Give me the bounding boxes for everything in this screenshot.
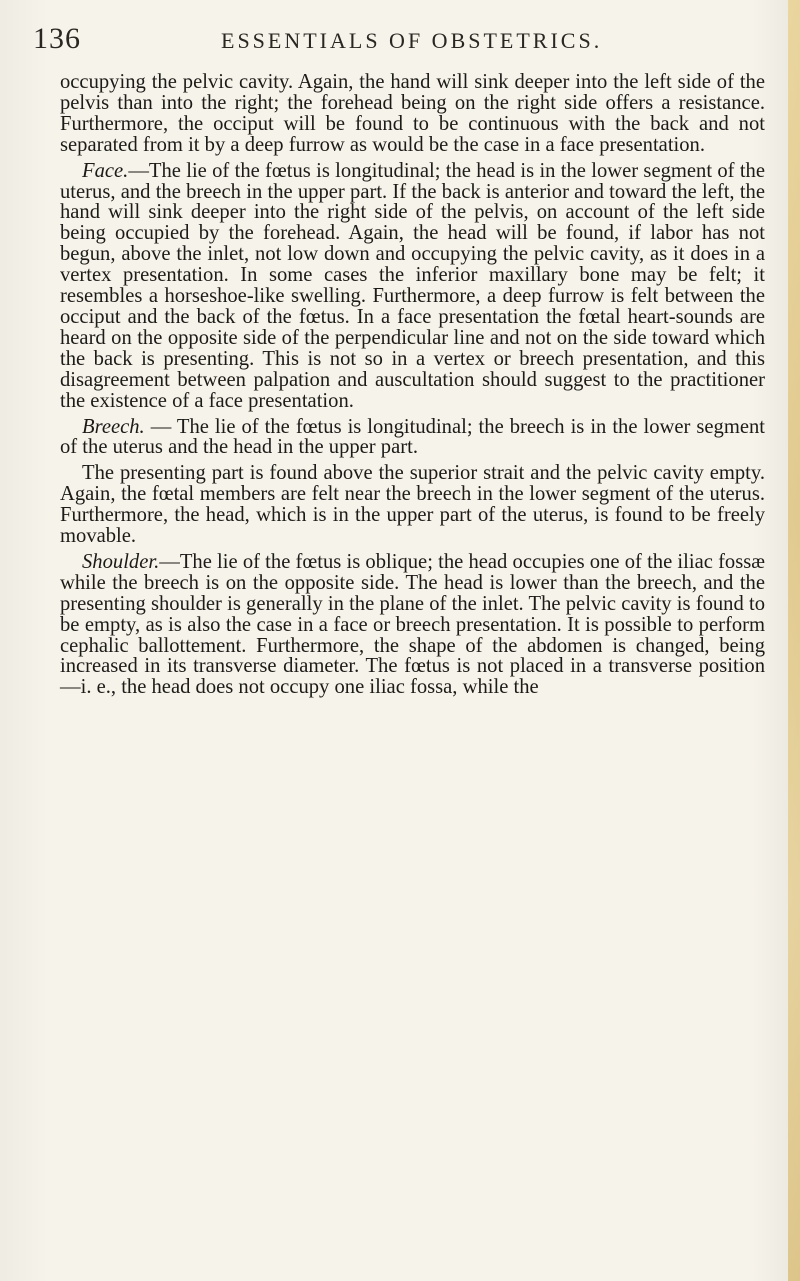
paragraph-text: —The lie of the fœtus is longitudinal; the head is in the lower segment of the uterus, and the breech in the upper part. If the back is anterior and toward the left, the hand will sink deeper into the right side of the pelvis, on account of the left side being occupied by the forehead. Again, the head will be found, if labor has not begun, above the inlet, not low down and occupying the pelvic cavity, as it does in a vertex presentation. In some cases the inferior maxillary bone may be felt; it resembles a horseshoe-like swelling. Furthermore, a deep furrow is felt between the occiput and the back of the fœtus. In a face presentation the fœtal heart-sounds are heard on the opposite side of the perpendicular line and not on the side toward which the back is presenting. This is not so in a vertex or breech presentation, and this disagreement between palpation and auscultation should suggest to the practitioner the existence of a face presentation.: [60, 159, 765, 412]
run-in-heading-face: Face.: [82, 159, 129, 182]
paragraph-text: The presenting part is found above the superior strait and the pelvic cavity empty. Again, the fœtal members are felt near the breech in the lower segment of the uterus. Furthermore, the head, which is in the upper part of the uterus, is found to be freely movable.: [60, 462, 765, 548]
paragraph-face: [60, 161, 765, 412]
run-in-heading-shoulder: Shoulder.: [82, 550, 160, 573]
paragraph-shoulder: [60, 552, 765, 698]
body-text: [60, 72, 765, 698]
run-in-heading-breech: Breech.: [82, 415, 145, 438]
paragraph-text: —The lie of the fœtus is oblique; the head occupies one of the iliac fossæ while the breech is on the opposite side. The head is lower than the breech, and the presenting shoulder is generally in the plane of the inlet. The pelvic cavity is found to be empty, as is also the case in a face or breech presentation. It is possible to perform cephalic ballottement. Furthermore, the shape of the abdomen is changed, being increased in its transverse diameter. The fœtus is not placed in a transverse position—i. e., the head does not occupy one iliac fossa, while the: [60, 550, 765, 699]
paragraph-text: — The lie of the fœtus is longitudinal; the breech is in the lower segment of the uterus and the head in the upper part.: [60, 415, 765, 459]
running-title: ESSENTIALS OF OBSTETRICS.: [221, 28, 603, 53]
paragraph-text: occupying the pelvic cavity. Again, the hand will sink deeper into the left side of the pelvis than into the right; the forehead being on the right side offers a resistance. Furthermore, the occiput will be found to be continuous with the back and not separated from it by a deep furrow as would be the case in a face presentation.: [60, 71, 765, 156]
paragraph-presenting-part: [60, 463, 765, 547]
page-edge-strip: [788, 0, 800, 1281]
page-header: [33, 22, 773, 62]
paragraph-continuation: [60, 72, 765, 156]
page-number: 136: [33, 22, 81, 55]
paragraph-breech: [60, 417, 765, 459]
